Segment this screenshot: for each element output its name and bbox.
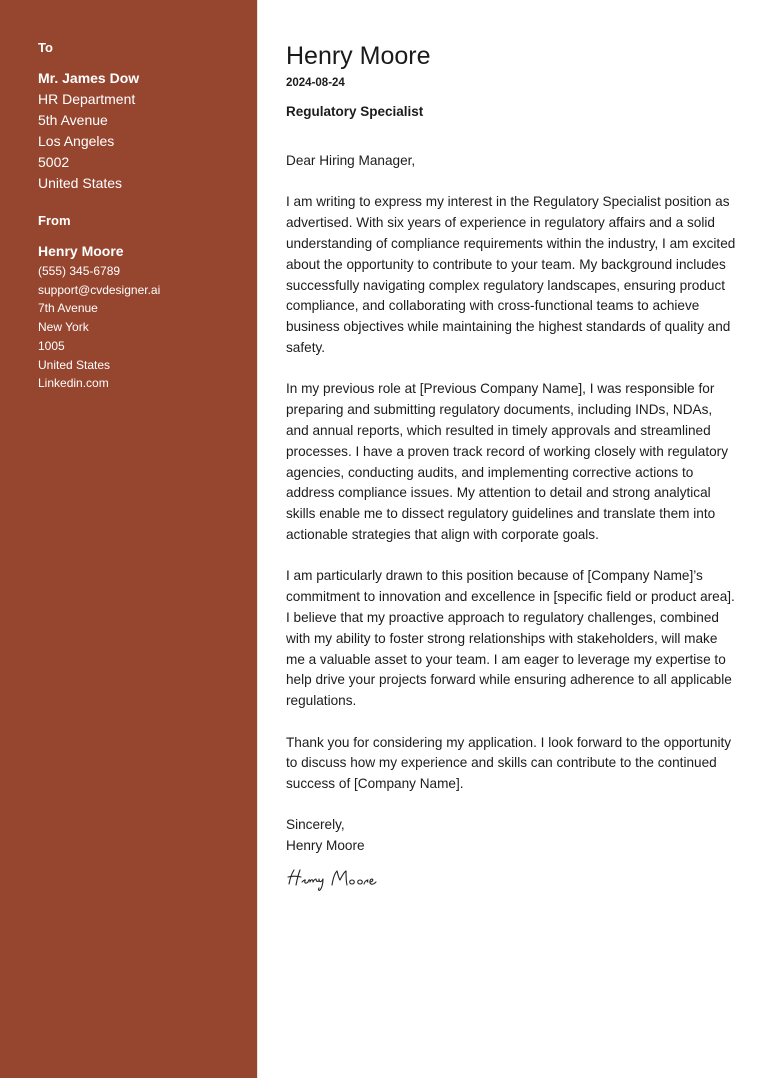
letter-position: Regulatory Specialist <box>286 104 424 119</box>
recipient-block <box>38 40 248 194</box>
recipient-city: Los Angeles <box>38 133 115 149</box>
recipient-street: 5th Avenue <box>38 112 108 128</box>
recipient-name: Mr. James Dow <box>38 70 140 86</box>
sender-linkedin-link[interactable]: Linkedin.com <box>38 376 109 391</box>
letter-closing <box>286 815 736 857</box>
sender-block <box>38 213 248 393</box>
closing-salutation: Sincerely, <box>286 817 345 833</box>
letter-paragraph-4: Thank you for considering my application. I look forward to the opportunity to discuss how my experience and skills can contribute to the continued success of [Company Name]. <box>286 734 732 792</box>
recipient-heading: To <box>38 40 53 55</box>
handwritten-signature <box>286 865 736 895</box>
letter-date: 2024-08-24 <box>286 77 345 89</box>
letter-paragraph-1: I am writing to express my interest in the Regulatory Specialist position as advertised. With six years of experience in regulatory affairs and a solid understanding of compliance requirements within the industry, I am excited about the opportunity to contribute to your team. My background includes successfully navigating complex regulatory landscapes, ensuring product compliance, and collaborating with cross-functional teams to achieve business objectives while maintaining the highest standards of quality and safety. <box>286 194 736 355</box>
page-divider <box>257 0 258 1078</box>
recipient-country: United States <box>38 175 123 191</box>
letter-sender-name: Henry Moore <box>286 42 431 70</box>
sender-email[interactable]: support@cvdesigner.ai <box>38 282 161 297</box>
sender-heading: From <box>38 213 71 228</box>
recipient-postal-code: 5002 <box>38 154 70 170</box>
letter-greeting: Dear Hiring Manager, <box>286 153 416 168</box>
sender-name: Henry Moore <box>38 243 124 259</box>
signature-image <box>286 865 396 893</box>
closing-name: Henry Moore <box>286 838 365 854</box>
letter-paragraph-3: I am particularly drawn to this position because of [Company Name]’s commitment to innovation and excellence in [specific field or product area]. I believe that my proactive approach to regulatory challenges, combined with my ability to foster strong relationships with stakeholders, will make me a valuable asset to your team. I am eager to leverage my expertise to help drive your projects forward while ensuring adherence to all applicable regulations. <box>286 568 735 709</box>
letter-body <box>286 40 736 895</box>
sidebar <box>0 0 257 1078</box>
sender-country: United States <box>38 357 111 372</box>
letter-paragraph-2: In my previous role at [Previous Company Name], I was responsible for preparing and submitting regulatory documents, including INDs, NDAs, and annual reports, which resulted in timely approvals and streamlined processes. I have a proven track record of working closely with regulatory agencies, conducting audits, and implementing corrective actions to address compliance issues. My attention to detail and strong analytical skills enable me to dissect regulatory guidelines and translate them into actionable strategies that align with corporate goals. <box>286 381 728 542</box>
sender-street: 7th Avenue <box>38 301 98 316</box>
sender-city: New York <box>38 320 89 335</box>
sender-phone: (555) 345-6789 <box>38 264 121 278</box>
recipient-department: HR Department <box>38 91 136 107</box>
sender-postal-code: 1005 <box>38 338 65 353</box>
